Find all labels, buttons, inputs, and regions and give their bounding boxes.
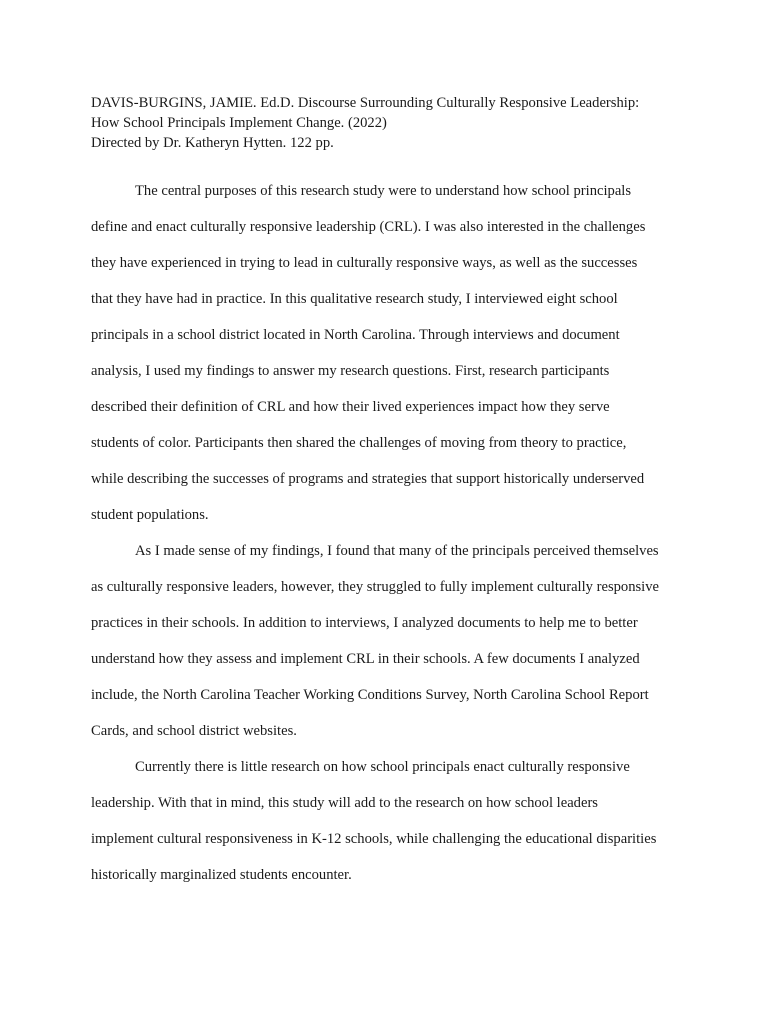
citation-line-title-cont: How School Principals Implement Change. (2022) (91, 115, 387, 131)
paragraph-1-line: they have experienced in trying to lead in culturally responsive ways, as well as the successes (91, 255, 638, 271)
paragraph-1-line: analysis, I used my findings to answer my research questions. First, research participants (91, 363, 610, 379)
paragraph-2-line: practices in their schools. In addition to interviews, I analyzed documents to help me to better (91, 615, 638, 631)
paragraph-3-line: historically marginalized students encounter. (91, 867, 352, 883)
paragraph-2-line: as culturally responsive leaders, however, they struggled to fully implement culturally responsive (91, 579, 660, 595)
paragraph-1-line: principals in a school district located in North Carolina. Through interviews and document (91, 327, 620, 343)
paragraph-2-line: As I made sense of my findings, I found that many of the principals perceived themselves (135, 543, 659, 559)
paragraph-1-line: that they have had in practice. In this qualitative research study, I interviewed eight school (91, 291, 618, 307)
paragraph-3-line: implement cultural responsiveness in K-12 schools, while challenging the educational disparities (91, 831, 657, 847)
paragraph-1-line: student populations. (91, 507, 209, 523)
citation-header (91, 93, 691, 153)
paragraph-3-line: Currently there is little research on how school principals enact culturally responsive (135, 759, 630, 775)
paragraph-2-line: Cards, and school district websites. (91, 723, 297, 739)
paragraph-1-line: while describing the successes of programs and strategies that support historically underserved (91, 471, 645, 487)
paragraph-1-line: The central purposes of this research study were to understand how school principals (135, 183, 632, 199)
citation-line-author-title: DAVIS-BURGINS, JAMIE. Ed.D. Discourse Surrounding Culturally Responsive Leadership: (91, 95, 640, 111)
abstract-body (91, 179, 691, 899)
paragraph-1-line: define and enact culturally responsive leadership (CRL). I was also interested in the challenges (91, 219, 646, 235)
paragraph-1-line: students of color. Participants then shared the challenges of moving from theory to practice, (91, 435, 627, 451)
paragraph-3-line: leadership. With that in mind, this study will add to the research on how school leaders (91, 795, 598, 811)
citation-line-director: Directed by Dr. Katheryn Hytten. 122 pp. (91, 135, 334, 151)
paragraph-2-line: understand how they assess and implement CRL in their schools. A few documents I analyzed (91, 651, 640, 667)
paragraph-2-line: include, the North Carolina Teacher Working Conditions Survey, North Carolina School Report (91, 687, 649, 703)
paragraph-1-line: described their definition of CRL and how their lived experiences impact how they serve (91, 399, 610, 415)
